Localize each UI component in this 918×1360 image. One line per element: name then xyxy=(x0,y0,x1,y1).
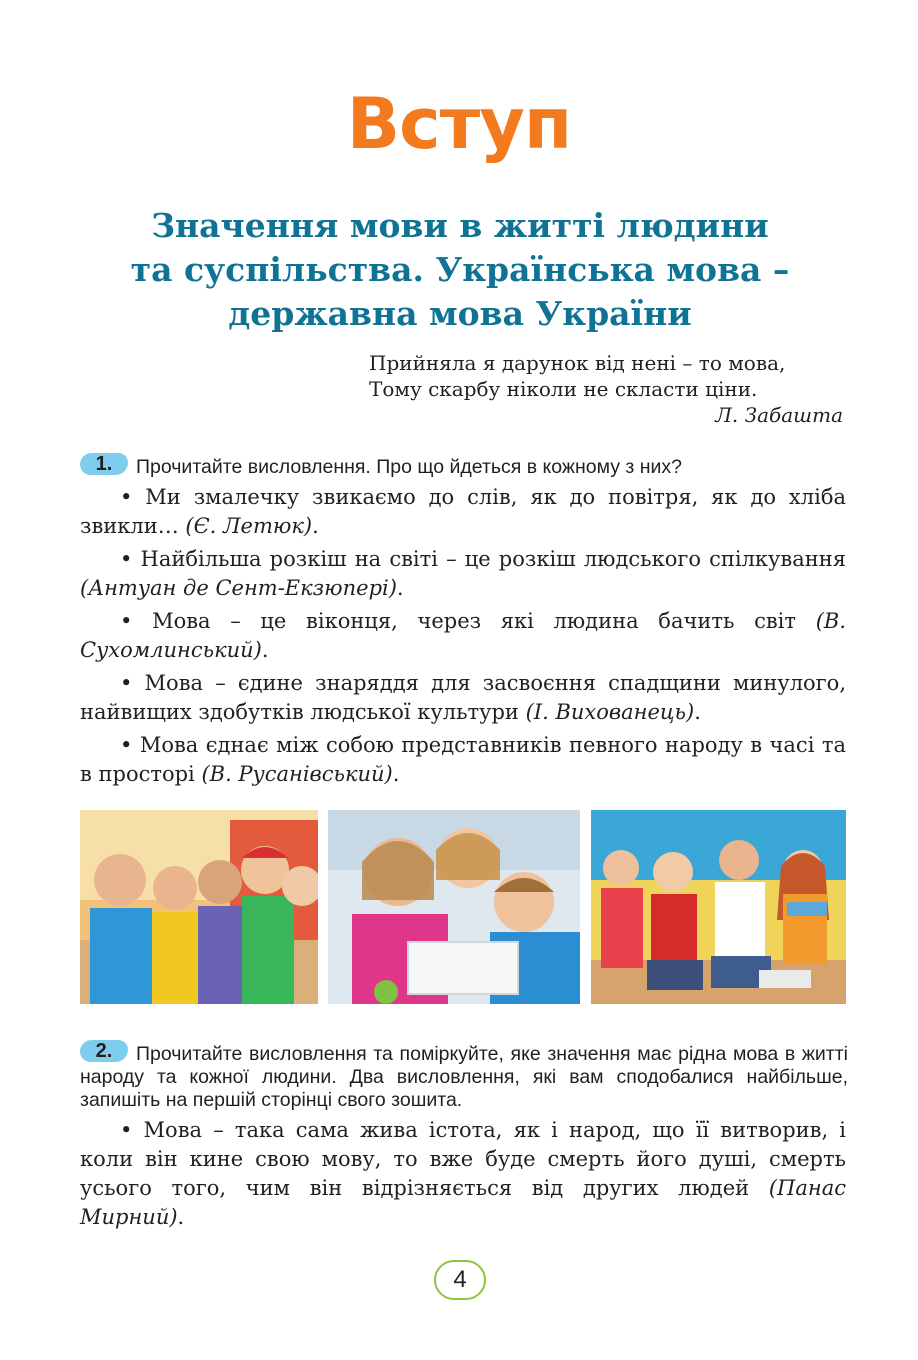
task-number: 1. xyxy=(95,453,113,475)
photo-children-group xyxy=(80,810,318,1004)
quote-source: (В. Сухомлинський) xyxy=(80,609,846,662)
task-number-badge xyxy=(80,451,130,477)
quote-item xyxy=(80,607,846,665)
task-2-instruction xyxy=(80,1038,848,1112)
task-2-quotes xyxy=(80,1116,846,1236)
quote-source: (В. Русанівський) xyxy=(201,762,393,786)
quote-item xyxy=(80,1116,846,1232)
quote-end: . xyxy=(312,514,319,538)
epigraph xyxy=(369,350,849,428)
chapter-title: Вступ xyxy=(346,83,572,165)
photo-children-sitting xyxy=(591,810,846,1004)
section-title-line: Значення мови в житті людини xyxy=(151,206,769,245)
quote-end: . xyxy=(177,1205,185,1229)
quote-source: (І. Вихованець) xyxy=(525,700,695,724)
quote-end: . xyxy=(392,762,400,786)
quote-end: . xyxy=(261,638,269,662)
photo-strip xyxy=(80,810,846,1004)
epigraph-author: Л. Забашта xyxy=(715,403,843,427)
task-instruction-text: Прочитайте висловлення. Про що йдеться в кожному з них? xyxy=(136,456,682,478)
quote-text: • Найбільша розкіш на світі – це розкіш людського спілкування xyxy=(120,547,846,571)
epigraph-line: Тому скарбу ніколи не скласти ціни. xyxy=(369,377,758,401)
quote-text: • Мова – єдине знаряддя для засвоєння спадщини минулого, найвищих здобутків людської культури xyxy=(80,671,846,724)
quote-item xyxy=(80,731,846,789)
quote-source: (Є. Летюк) xyxy=(185,514,313,538)
quote-item xyxy=(80,669,846,727)
section-title xyxy=(60,204,860,336)
section-title-line: державна мова України xyxy=(228,294,692,333)
quote-text: • Мова єднає між собою представників певного народу в часі та в просторі xyxy=(80,733,846,786)
task-1-instruction xyxy=(80,451,848,479)
quote-source: (Панас Мирний) xyxy=(80,1176,846,1229)
quote-end: . xyxy=(396,576,404,600)
quote-end: . xyxy=(694,700,701,724)
task-instruction-text: Прочитайте висловлення та поміркуйте, яке значення має рідна мова в житті народу та кожної людини. Два висловлення, які вам сподобалися найбільше, запишіть на першій сторінці свого зошита. xyxy=(80,1043,848,1111)
task-number-badge xyxy=(80,1038,130,1064)
quote-item xyxy=(80,483,846,541)
photo-children-tablet xyxy=(328,810,580,1004)
quote-text: • Мова – така сама жива істота, як і народ, що її витворив, і коли він кине свою мову, то вже буде смерть його душі, смерть усього того, чим він відрізняється від других людей xyxy=(80,1118,846,1200)
quote-source: (Антуан де Сент-Екзюпері) xyxy=(80,576,397,600)
page-number: 4 xyxy=(434,1260,486,1300)
quote-item xyxy=(80,545,846,603)
quote-text: • Мова – це віконця, через які людина бачить світ xyxy=(120,609,816,633)
section-title-line: та суспільства. Українська мова – xyxy=(130,250,790,289)
task-number: 2. xyxy=(95,1040,113,1062)
task-1-quotes xyxy=(80,483,846,793)
quote-text: • Ми змалечку звикаємо до слів, як до повітря, як до хліба звикли… xyxy=(80,485,846,538)
epigraph-line: Прийняла я дарунок від нені – то мова, xyxy=(369,351,786,375)
